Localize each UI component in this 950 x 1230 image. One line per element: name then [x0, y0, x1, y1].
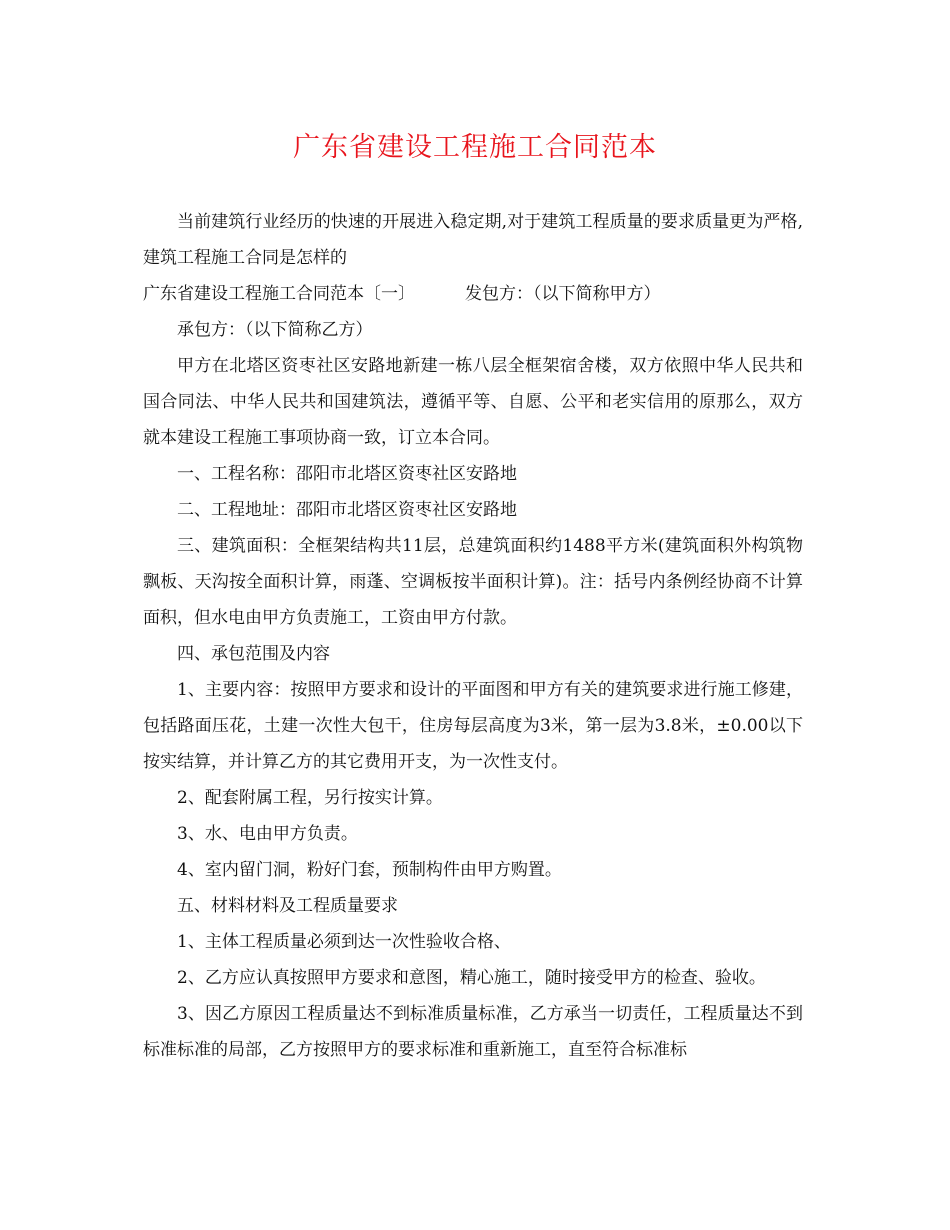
paragraph: 二、工程地址：邵阳市北塔区资枣社区安路地	[177, 500, 517, 520]
paragraph: 1、主要内容：按照甲方要求和设计的平面图和甲方有关的建筑要求进行施工修建，包括路面压花，土建一次性大包干，住房每层高度为3米，第一层为3.8米，±0.00以下按实结算，并计算乙方的其它费用开支，为一次性支付。	[143, 680, 803, 772]
document-body	[143, 204, 803, 1068]
paragraph: 甲方在北塔区资枣社区安路地新建一栋八层全框架宿舍楼，双方依照中华人民共和国合同法、中华人民共和国建筑法，遵循平等、自愿、公平和老实信用的原那么，双方就本建设工程施工事项协商一致，订立本合同。	[143, 356, 803, 448]
paragraph: 承包方：（以下简称乙方）	[177, 320, 373, 340]
paragraph: 2、配套附属工程，另行按实计算。	[177, 788, 443, 808]
paragraph: 当前建筑行业经历的快速的开展进入稳定期,对于建筑工程质量的要求质量更为严格,建筑工程施工合同是怎样的	[143, 212, 803, 268]
heading-line-left: 广东省建设工程施工合同范本〔一〕	[143, 284, 415, 304]
document-title: 广东省建设工程施工合同范本	[293, 132, 657, 163]
paragraph: 五、材料材料及工程质量要求	[177, 896, 398, 916]
paragraph: 4、室内留门洞，粉好门套，预制构件由甲方购置。	[177, 860, 562, 880]
paragraph: 3、因乙方原因工程质量达不到标准质量标准，乙方承当一切责任，工程质量达不到标准标准的局部，乙方按照甲方的要求标准和重新施工，直至符合标准标	[143, 1004, 803, 1060]
paragraph: 1、主体工程质量必须到达一次性验收合格、	[177, 932, 511, 952]
paragraph: 2、乙方应认真按照甲方要求和意图，精心施工，随时接受甲方的检查、验收。	[177, 968, 766, 988]
paragraph: 3、水、电由甲方负责。	[177, 824, 358, 844]
paragraph: 一、工程名称：邵阳市北塔区资枣社区安路地	[177, 464, 517, 484]
heading-line-right: 发包方：（以下简称甲方）	[465, 284, 661, 304]
heading-line	[143, 276, 803, 312]
paragraph: 四、承包范围及内容	[177, 644, 330, 664]
paragraph: 三、建筑面积：全框架结构共11层，总建筑面积约1488平方米(建筑面积外构筑物飘板、天沟按全面积计算，雨蓬、空调板按半面积计算)。注：括号内条例经协商不计算面积，但水电由甲方负责施工，工资由甲方付款。	[143, 536, 803, 628]
